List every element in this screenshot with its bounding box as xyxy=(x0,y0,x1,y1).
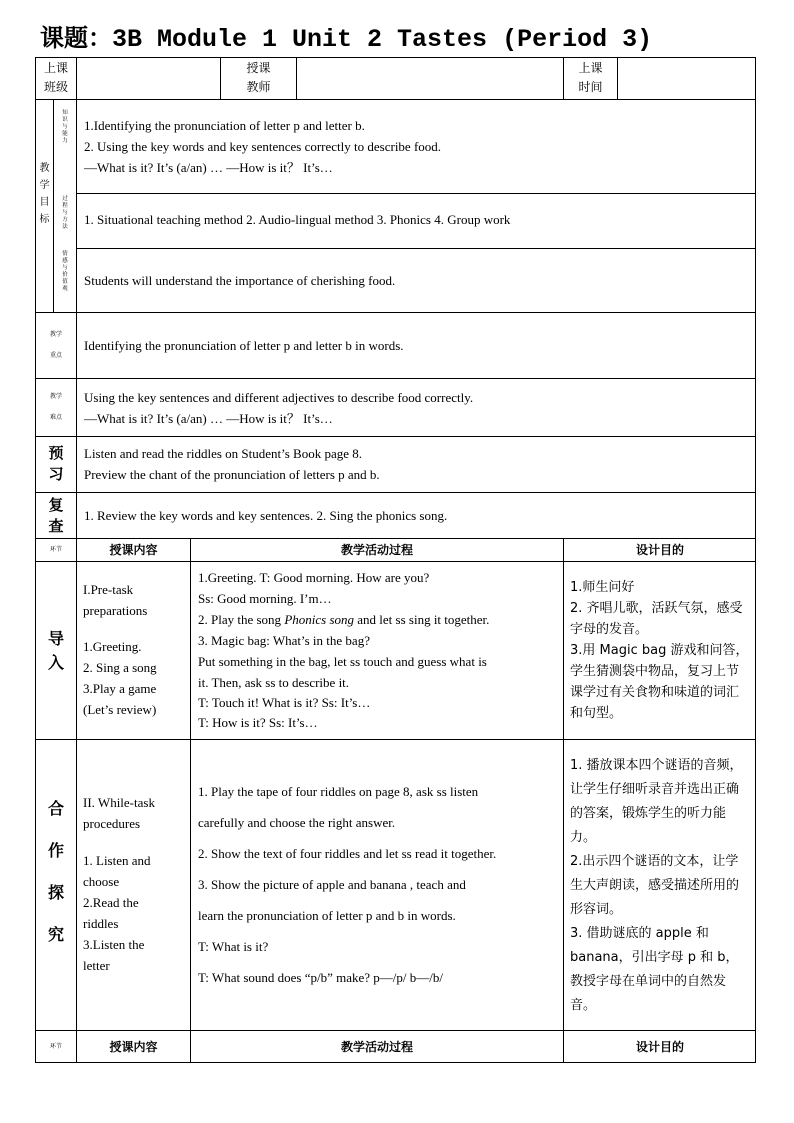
s2-activity-line: learn the pronunciation of letter p and b in words. xyxy=(198,908,456,923)
s1-activity-line: Ss: Good morning. I’m… xyxy=(198,591,332,606)
difficulty-line-2: —What is it? It’s (a/an) … —How is it？ It’s… xyxy=(84,411,333,426)
process-text: 1. Situational teaching method 2. Audio-lingual method 3. Phonics 4. Group work xyxy=(84,212,511,227)
title-text: 3B Module 1 Unit 2 Tastes (Period 3) xyxy=(112,25,653,54)
s2-activity-line: 2. Show the text of four riddles and let ss read it together. xyxy=(198,846,497,861)
footer-header-purpose: 设计目的 xyxy=(635,1040,684,1054)
s2-content-line: 1. Listen and xyxy=(83,853,151,868)
knowledge-line-3: —What is it? It’s (a/an) … —How is it？ It’s… xyxy=(84,160,333,175)
key-point-text: Identifying the pronunciation of letter p and letter b in words. xyxy=(84,338,404,353)
preview-line-1: Listen and read the riddles on Student’s Book page 8. xyxy=(84,446,363,461)
s2-activity-line: 3. Show the picture of apple and banana , teach and xyxy=(198,877,466,892)
s2-content-line: riddles xyxy=(83,916,119,931)
s2-purpose-item: 2.出示四个谜语的文本，让学生大声朗读，感受描述所用的形容词。 xyxy=(570,854,740,917)
preview-line-2: Preview the chant of the pronunciation of letters p and b. xyxy=(84,467,380,482)
class-label: 上课 班级 xyxy=(43,61,68,94)
lesson-title xyxy=(40,18,652,54)
footer-header-activities: 教学活动过程 xyxy=(340,1040,413,1054)
s1-activity-line: 3. Magic bag: What’s in the bag? xyxy=(198,633,370,648)
section1-label: 导 入 xyxy=(47,629,64,672)
footer-header-stage: 环节 xyxy=(49,1043,62,1050)
s1-activity-line: T: How is it? Ss: It’s… xyxy=(198,715,318,730)
s1-content-line: 1.Greeting. xyxy=(83,639,142,654)
s2-content-line: letter xyxy=(83,958,110,973)
process-label: 过 程 与 方 法 xyxy=(62,196,68,230)
knowledge-line-2: 2. Using the key words and key sentences correctly to describe food. xyxy=(84,139,442,154)
s1-activity-line: it. Then, ask ss to describe it. xyxy=(198,675,350,690)
title-prefix: 课题： xyxy=(40,24,112,52)
s1-activity-line: T: Touch it! What is it? Ss: It’s… xyxy=(198,695,371,710)
s1-activity-line: Put something in the bag, let ss touch and guess what is xyxy=(198,654,487,669)
s1-purpose-item: 3.用 Magic bag 游戏和问答，学生猜测袋中物品，复习上节课学过有关食物和味道的词汇和句型。 xyxy=(570,643,749,721)
time-label: 上课 时间 xyxy=(578,61,603,94)
s1-content-line: I.Pre-task xyxy=(83,582,134,597)
key-point-label: 教学 重点 xyxy=(49,331,62,359)
header-purpose: 设计目的 xyxy=(635,543,684,557)
s1-content-line: 2. Sing a song xyxy=(83,660,157,675)
s1-activity-line: 1.Greeting. T: Good morning. How are you? xyxy=(198,570,430,585)
difficulty-label: 教学 难点 xyxy=(49,393,62,421)
footer-header-content: 授课内容 xyxy=(109,1040,158,1054)
header-activities: 教学活动过程 xyxy=(340,543,413,557)
teacher-label: 授课 教师 xyxy=(246,61,271,94)
emotion-label: 情 感 与 价 值 观 xyxy=(62,251,68,292)
s1-content-line: preparations xyxy=(83,603,148,618)
review-text: 1. Review the key words and key sentences. 2. Sing the phonics song. xyxy=(84,508,448,523)
s2-activity-line: carefully and choose the right answer. xyxy=(198,815,396,830)
knowledge-label: 知 识 与 能 力 xyxy=(62,110,68,144)
s2-activity-line: T: What is it? xyxy=(198,939,269,954)
s2-content-line: procedures xyxy=(83,816,141,831)
emotion-text: Students will understand the importance of cherishing food. xyxy=(84,273,396,288)
objectives-label: 教 学 目 标 xyxy=(39,163,50,225)
header-stage: 环节 xyxy=(49,546,62,553)
s1-purpose-item: 2. 齐唱儿歌，活跃气氛，感受字母的发音。 xyxy=(570,601,743,637)
s2-activity-line: T: What sound does “p/b” make? p—/p/ b—/b/ xyxy=(198,970,443,985)
s1-activity-line: 2. Play the song Phonics song and let ss sing it together. xyxy=(198,612,490,627)
s2-content-line: II. While-task xyxy=(83,795,155,810)
s1-content-line: (Let’s review) xyxy=(83,702,157,717)
s2-content-line: 3.Listen the xyxy=(83,937,145,952)
s1-purpose-item: 1.师生问好 xyxy=(570,580,635,595)
review-label: 复 查 xyxy=(48,496,64,535)
knowledge-line-1: 1.Identifying the pronunciation of letter p and letter b. xyxy=(84,118,365,133)
section2-label: 合 作 探 究 xyxy=(47,799,64,944)
preview-label: 预 习 xyxy=(48,444,64,483)
s2-content-line: choose xyxy=(83,874,120,889)
song-title: Phonics song xyxy=(284,612,355,627)
difficulty-line-1: Using the key sentences and different adjectives to describe food correctly. xyxy=(84,390,474,405)
s2-activity-line: 1. Play the tape of four riddles on page 8, ask ss listen xyxy=(198,784,479,799)
s1-content-line: 3.Play a game xyxy=(83,681,157,696)
s2-content-line: 2.Read the xyxy=(83,895,139,910)
s2-purpose-item: 1. 播放课本四个谜语的音频，让学生仔细听录音并选出正确的答案，锻炼学生的听力能力。 xyxy=(570,758,743,845)
s2-purpose-item: 3. 借助谜底的 apple 和 banana，引出字母 p 和 b，教授字母在单词中的自然发音。 xyxy=(570,926,739,1013)
header-content: 授课内容 xyxy=(109,543,158,557)
